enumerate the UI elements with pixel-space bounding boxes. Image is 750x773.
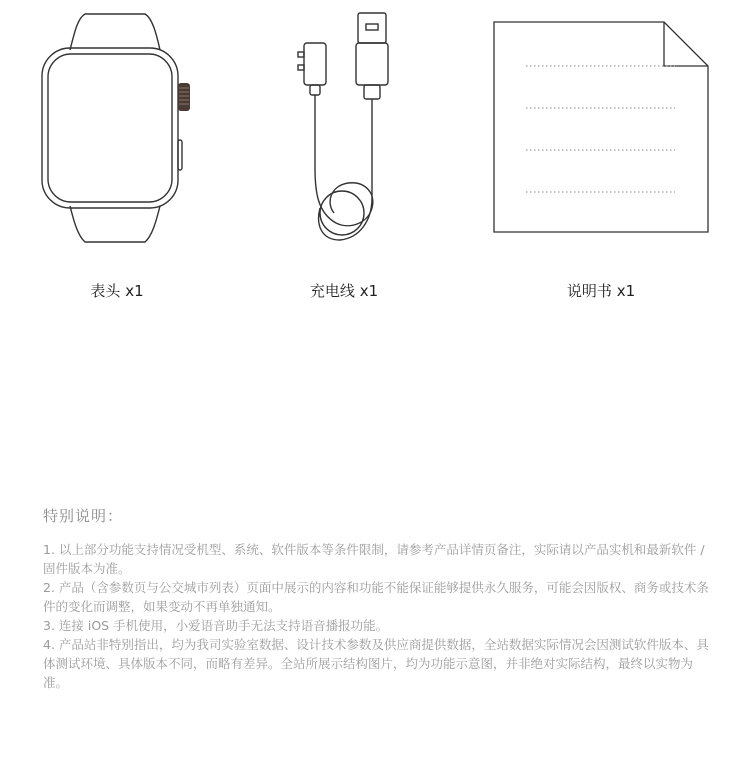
charging-cable-icon [290,8,400,253]
notes-list [43,540,713,692]
note-item: 4. 产品站非特别指出，均为我司实验室数据、设计技术参数及供应商提供数据，全站数据实际情况会因测试软件版本、具体测试环境、具体版本不同，而略有差异。全站所展示结构图片，均为功能示意图，并非绝对实际结构，最终以实物为准。 [43,637,709,690]
item-qty: x1 [125,282,144,300]
note-item: 2. 产品（含参数页与公交城市列表）页面中展示的内容和功能不能保证能够提供永久服务，可能会因版权、商务或技术条件的变化而调整，如果变动不再单独通知。 [43,580,709,614]
item-name: 说明书 [566,282,612,300]
item-name: 充电线 [309,282,355,300]
cable-caption [310,280,378,301]
notes-title: 特别说明： [43,507,124,525]
manual-icon [490,18,715,238]
watch-caption [90,280,143,301]
item-qty: x1 [616,282,636,300]
note-item: 1. 以上部分功能支持情况受机型、系统、软件版本等条件限制，请参考产品详情页备注，实际请以产品实机和最新软件 / 固件版本为准。 [43,542,705,576]
item-name: 表头 [90,282,121,300]
note-item: 3. 连接 iOS 手机使用，小爱语音助手无法支持语音播报功能。 [43,618,389,633]
watch-icon [30,10,200,250]
manual-caption [567,280,635,301]
item-qty: x1 [359,282,379,300]
